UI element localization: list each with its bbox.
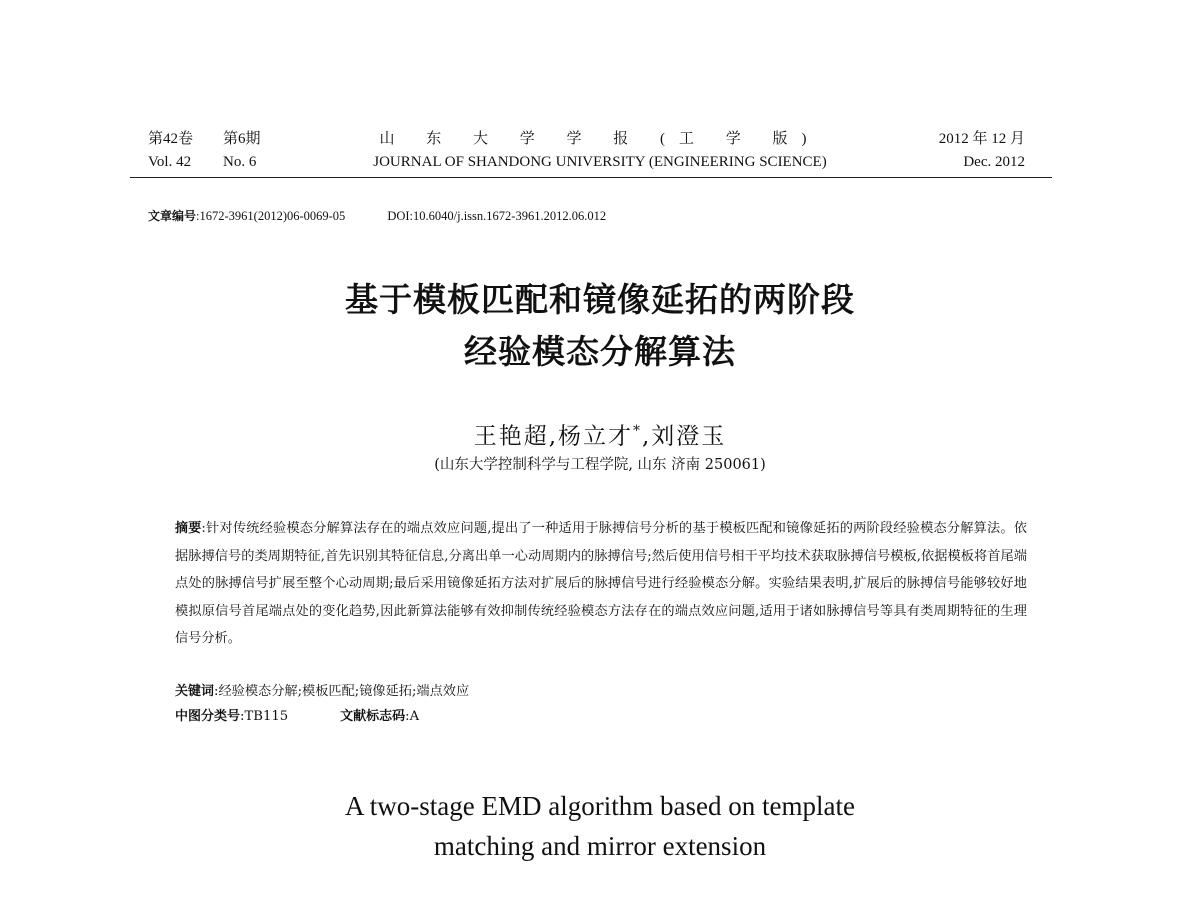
date-en: Dec. 2012: [963, 154, 1025, 170]
clc-label: 中图分类号: [175, 709, 241, 724]
doc-code-value: :A: [405, 709, 420, 724]
article-no-label: 文章编号: [148, 209, 197, 223]
article-meta: [148, 207, 606, 225]
keywords: [175, 680, 1027, 704]
title-en-line2: matching and mirror extension: [433, 831, 767, 861]
volume-cn: 第42卷: [148, 131, 194, 147]
abstract: [175, 515, 1027, 653]
date-cn: 2012 年 12 月: [938, 131, 1025, 147]
abstract-text: :针对传统经验模态分解算法存在的端点效应问题,提出了一种适用于脉搏信号分析的基于模板匹配和镜像延拓的两阶段经验模态分解算法。依据脉搏信号的类周期特征,首先识别其特征信息,分离出单一心动周期内的脉搏信号;然后使用信号相干平均技术获取脉搏信号模板,依据模板将首尾端点处的脉搏信号扩展至整个心动周期;最后采用镜像延拓方法对扩展后的脉搏信号进行经验模态分解。实验结果表明,扩展后的脉搏信号能够较好地模拟原信号首尾端点处的变化趋势,因此新算法能够有效抑制传统经验模态方法存在的端点效应问题,适用于诸如脉搏信号等具有类周期特征的生理信号分析。: [175, 521, 1027, 647]
keywords-text: :经验模态分解;模板匹配;镜像延拓;端点效应: [214, 684, 470, 699]
author-list: [300, 416, 900, 452]
doc-code-label: 文献标志码: [340, 709, 406, 724]
corresponding-author-mark: *: [633, 423, 642, 439]
authors-part2: ,刘澄玉: [642, 423, 727, 450]
author-affiliation: (山东大学控制科学与工程学院, 山东 济南 250061): [434, 457, 766, 473]
abstract-label: 摘要: [175, 521, 202, 536]
doi: DOI:10.6040/j.issn.1672-3961.2012.06.012: [387, 209, 607, 223]
classification: [175, 705, 1027, 729]
clc-value: :TB115: [240, 709, 289, 724]
paper-title-cn: [200, 274, 1000, 378]
article-no: :1672-3961(2012)06-0069-05: [196, 209, 346, 223]
title-cn-line1: 基于模板匹配和镜像延拓的两阶段: [345, 280, 855, 319]
journal-date: [939, 128, 1025, 174]
title-en-line1: A two-stage EMD algorithm based on template: [345, 791, 855, 821]
header-rule: [130, 177, 1052, 178]
journal-name-cn: 山 东 大 学 学 报 (工 学 版): [379, 131, 821, 147]
issue-cn: 第6期: [223, 131, 261, 147]
journal-name-en: JOURNAL OF SHANDONG UNIVERSITY (ENGINEERING SCIENCE): [373, 154, 827, 170]
authors-part1: 王艳超,杨立才: [473, 423, 633, 450]
title-cn-line2: 经验模态分解算法: [464, 332, 736, 371]
issue-en: No. 6: [223, 154, 257, 170]
volume-en: Vol. 42: [148, 154, 192, 170]
paper-title-en: [200, 786, 1000, 866]
journal-name: [300, 128, 900, 174]
journal-volume-issue: [148, 128, 261, 174]
keywords-label: 关键词: [175, 684, 215, 699]
